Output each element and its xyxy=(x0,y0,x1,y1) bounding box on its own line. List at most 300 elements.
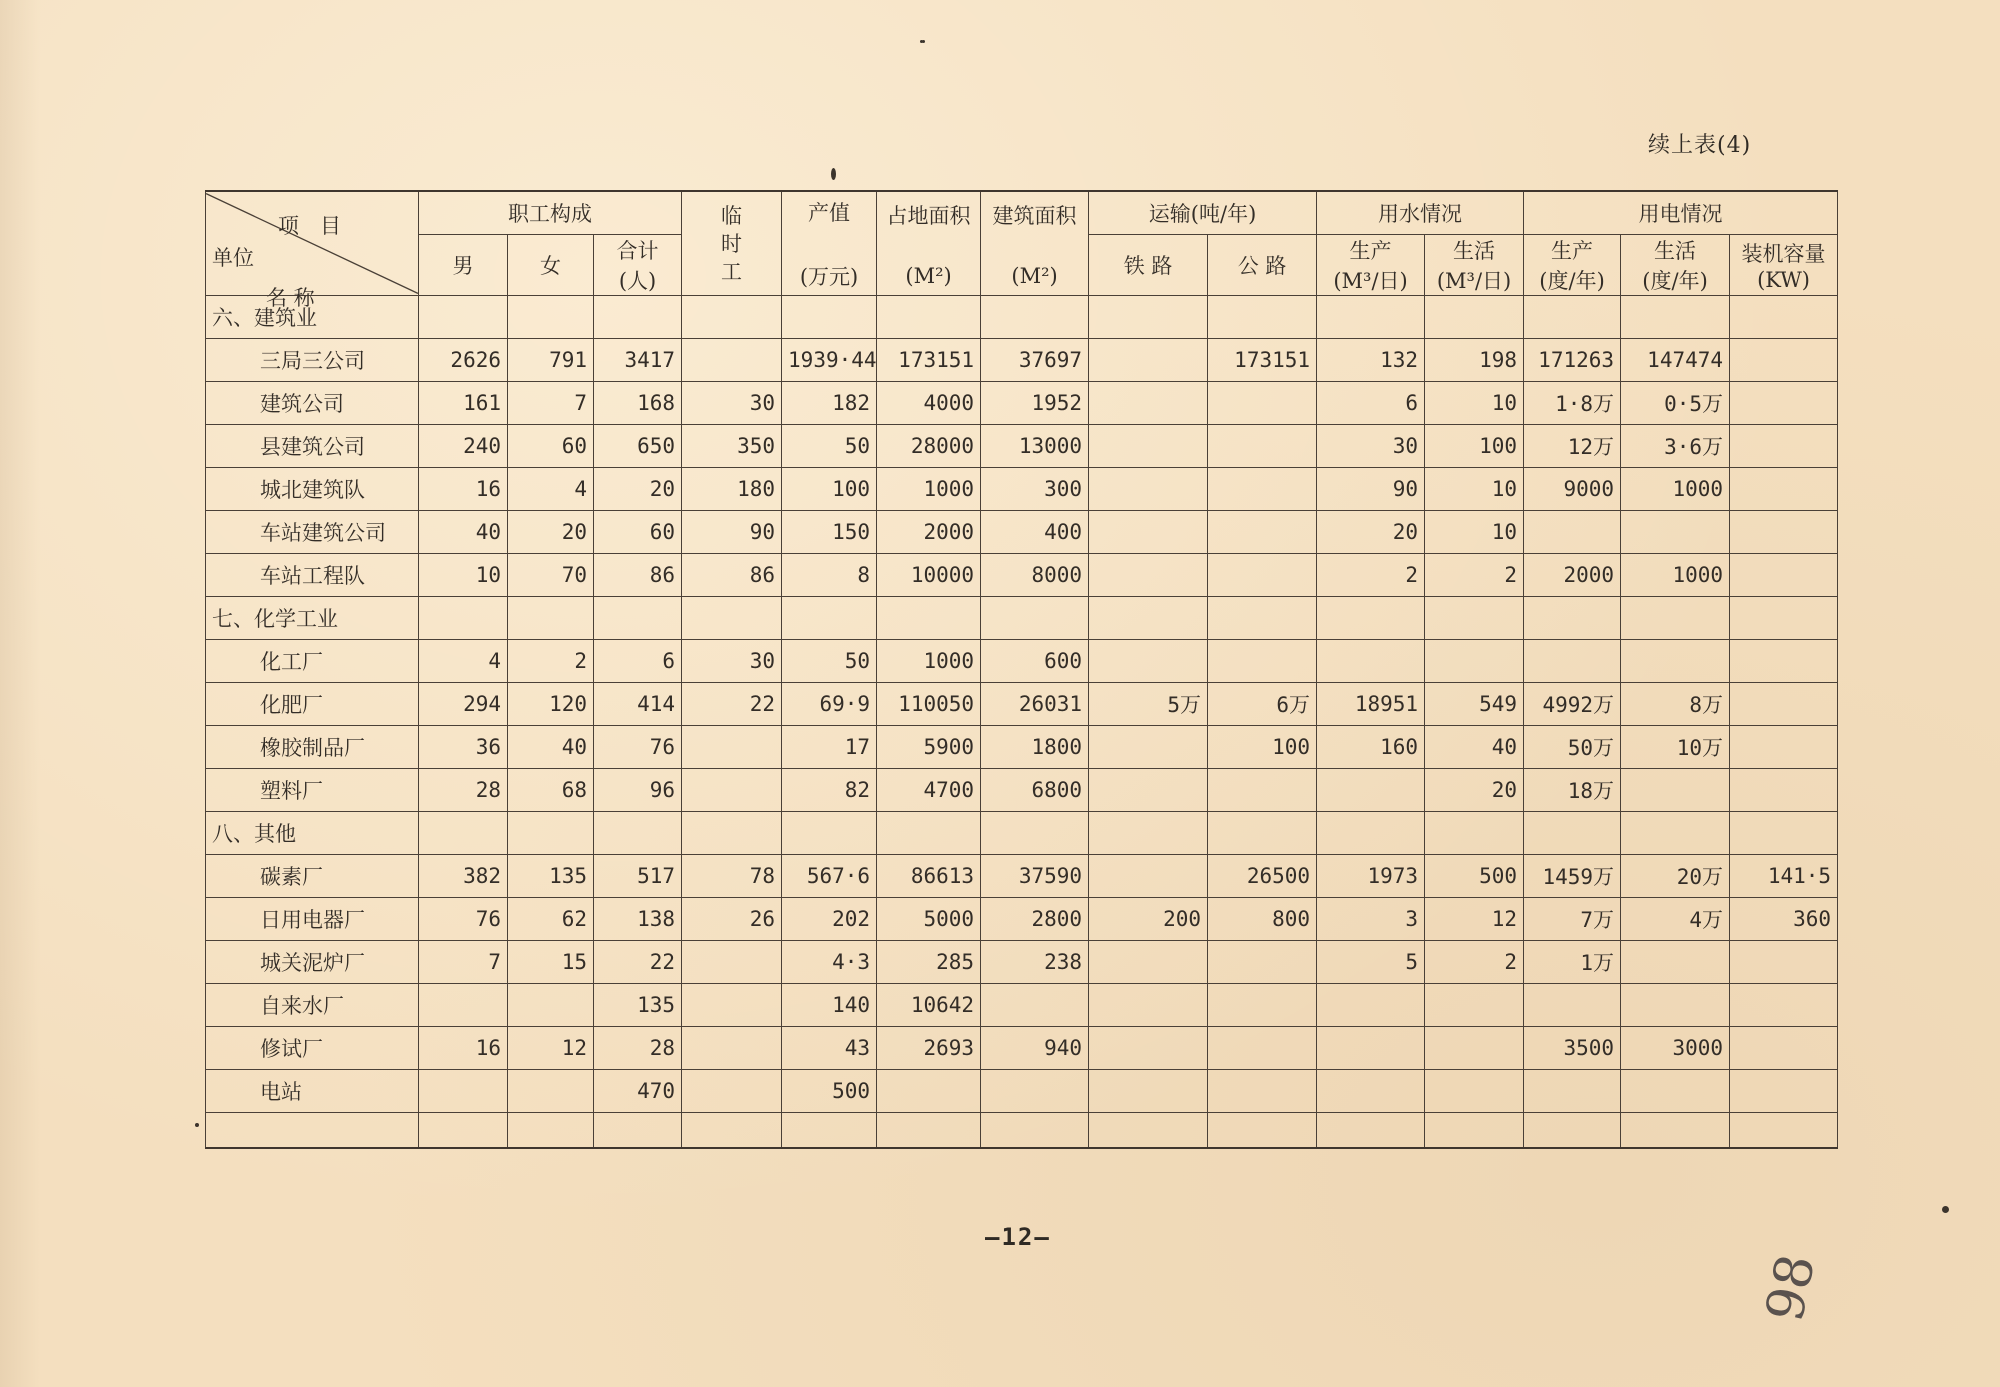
male-cell: 161 xyxy=(419,382,508,425)
water-prod-cell: 30 xyxy=(1317,425,1425,468)
power-life-cell: 10万 xyxy=(1621,726,1730,769)
power-prod-cell xyxy=(1524,1070,1621,1113)
female-cell: 15 xyxy=(508,941,594,984)
highway-cell xyxy=(1208,769,1317,812)
water-prod-cell xyxy=(1317,1070,1425,1113)
empty-cell xyxy=(1524,296,1621,339)
highway-cell: 800 xyxy=(1208,898,1317,941)
water-life-cell: 10 xyxy=(1425,511,1524,554)
temp-worker-cell xyxy=(682,984,782,1027)
railway-cell xyxy=(1089,769,1208,812)
output-cell: 567·6 xyxy=(782,855,877,898)
section-title: 六、建筑业 xyxy=(206,296,419,339)
build-area-cell: 2800 xyxy=(981,898,1089,941)
empty-cell xyxy=(1089,812,1208,855)
female-cell: 62 xyxy=(508,898,594,941)
output-cell: 100 xyxy=(782,468,877,511)
water-life-cell: 40 xyxy=(1425,726,1524,769)
corner-unit-label: 单位 xyxy=(212,246,254,270)
total-cell: 414 xyxy=(594,683,682,726)
highway-cell xyxy=(1208,1027,1317,1070)
table-row xyxy=(206,640,1838,683)
transport-header: 运输(吨/年) xyxy=(1089,191,1317,235)
highway-cell xyxy=(1208,640,1317,683)
power-life-cell: 20万 xyxy=(1621,855,1730,898)
power-life-cell: 0·5万 xyxy=(1621,382,1730,425)
power-life-cell xyxy=(1621,941,1730,984)
power-prod-cell: 1·8万 xyxy=(1524,382,1621,425)
female-cell xyxy=(508,1070,594,1113)
temp-worker-cell xyxy=(682,726,782,769)
build-area-cell: 13000 xyxy=(981,425,1089,468)
railway-cell xyxy=(1089,425,1208,468)
unit-name-cell: 化工厂 xyxy=(206,640,419,683)
water-prod-label: 生产 xyxy=(1349,239,1392,263)
section-title: 八、其他 xyxy=(206,812,419,855)
output-header xyxy=(782,191,877,296)
empty-cell xyxy=(1089,597,1208,640)
capacity-cell xyxy=(1730,339,1838,382)
empty-cell xyxy=(1425,296,1524,339)
power-life-cell xyxy=(1621,1070,1730,1113)
highway-cell xyxy=(1208,984,1317,1027)
empty-cell xyxy=(782,812,877,855)
build-area-cell: 600 xyxy=(981,640,1089,683)
unit-name-cell: 修试厂 xyxy=(206,1027,419,1070)
highway-cell: 26500 xyxy=(1208,855,1317,898)
land-area-cell: 2693 xyxy=(877,1027,981,1070)
railway-header: 铁 路 xyxy=(1089,235,1208,296)
highway-cell xyxy=(1208,425,1317,468)
highway-header: 公 路 xyxy=(1208,235,1317,296)
power-prod-cell: 4992万 xyxy=(1524,683,1621,726)
highway-cell xyxy=(1208,382,1317,425)
build-area-unit: (M²) xyxy=(1011,263,1058,288)
capacity-cell xyxy=(1730,640,1838,683)
female-cell: 7 xyxy=(508,382,594,425)
empty-cell xyxy=(594,1113,682,1149)
land-area-cell: 2000 xyxy=(877,511,981,554)
highway-cell xyxy=(1208,941,1317,984)
water-life-cell: 2 xyxy=(1425,554,1524,597)
temp-worker-cell xyxy=(682,941,782,984)
power-prod-header xyxy=(1524,235,1621,296)
table-row xyxy=(206,898,1838,941)
handwritten-page-number: 98 xyxy=(1754,1249,1828,1327)
power-prod-cell: 18万 xyxy=(1524,769,1621,812)
female-cell: 40 xyxy=(508,726,594,769)
capacity-cell xyxy=(1730,1070,1838,1113)
capacity-cell xyxy=(1730,382,1838,425)
empty-cell xyxy=(682,597,782,640)
total-cell: 22 xyxy=(594,941,682,984)
total-label: 合计 xyxy=(616,239,659,263)
water-prod-cell: 3 xyxy=(1317,898,1425,941)
power-prod-cell: 9000 xyxy=(1524,468,1621,511)
temp-worker-cell: 78 xyxy=(682,855,782,898)
empty-cell xyxy=(1621,812,1730,855)
empty-cell xyxy=(877,812,981,855)
total-cell: 650 xyxy=(594,425,682,468)
empty-cell xyxy=(419,597,508,640)
water-header: 用水情况 xyxy=(1317,191,1524,235)
section-row xyxy=(206,296,1838,339)
power-header: 用电情况 xyxy=(1524,191,1838,235)
railway-cell xyxy=(1089,984,1208,1027)
power-life-cell: 3·6万 xyxy=(1621,425,1730,468)
unit-name-cell: 化肥厂 xyxy=(206,683,419,726)
land-area-cell: 173151 xyxy=(877,339,981,382)
output-label: 产值 xyxy=(808,200,851,225)
empty-cell xyxy=(981,296,1089,339)
table-row xyxy=(206,554,1838,597)
highway-cell: 173151 xyxy=(1208,339,1317,382)
land-area-label: 占地面积 xyxy=(886,203,971,228)
temp-worker-cell xyxy=(682,339,782,382)
power-life-cell: 1000 xyxy=(1621,554,1730,597)
empty-cell xyxy=(1317,1113,1425,1149)
highway-cell xyxy=(1208,554,1317,597)
table-row xyxy=(206,468,1838,511)
water-prod-cell: 5 xyxy=(1317,941,1425,984)
railway-cell xyxy=(1089,554,1208,597)
temp-worker-cell: 90 xyxy=(682,511,782,554)
output-cell: 140 xyxy=(782,984,877,1027)
empty-cell xyxy=(682,296,782,339)
capacity-cell xyxy=(1730,984,1838,1027)
ink-speck xyxy=(831,168,836,180)
output-cell: 50 xyxy=(782,425,877,468)
unit-name-cell: 车站建筑公司 xyxy=(206,511,419,554)
power-prod-cell: 12万 xyxy=(1524,425,1621,468)
land-area-cell: 5000 xyxy=(877,898,981,941)
total-cell: 86 xyxy=(594,554,682,597)
header-row-1 xyxy=(206,191,1838,235)
male-cell: 16 xyxy=(419,468,508,511)
total-cell: 138 xyxy=(594,898,682,941)
water-life-cell xyxy=(1425,1027,1524,1070)
water-life-cell: 100 xyxy=(1425,425,1524,468)
male-cell: 4 xyxy=(419,640,508,683)
page-number: —12— xyxy=(985,1223,1051,1251)
empty-cell xyxy=(1208,1113,1317,1149)
ink-speck xyxy=(195,1123,199,1127)
table-row xyxy=(206,683,1838,726)
water-prod-cell: 20 xyxy=(1317,511,1425,554)
empty-cell xyxy=(782,296,877,339)
female-cell xyxy=(508,984,594,1027)
output-cell: 82 xyxy=(782,769,877,812)
empty-cell xyxy=(594,812,682,855)
highway-cell xyxy=(1208,1070,1317,1113)
power-prod-cell: 1万 xyxy=(1524,941,1621,984)
empty-cell xyxy=(1730,1113,1838,1149)
build-area-cell: 37697 xyxy=(981,339,1089,382)
railway-cell xyxy=(1089,726,1208,769)
power-prod-cell: 3500 xyxy=(1524,1027,1621,1070)
water-prod-cell: 1973 xyxy=(1317,855,1425,898)
total-cell: 20 xyxy=(594,468,682,511)
land-area-cell: 1000 xyxy=(877,640,981,683)
statistics-table xyxy=(205,190,1838,1149)
power-life-unit: (度/年) xyxy=(1642,269,1708,293)
water-life-cell: 198 xyxy=(1425,339,1524,382)
water-life-cell: 2 xyxy=(1425,941,1524,984)
build-area-header xyxy=(981,191,1089,296)
land-area-cell: 110050 xyxy=(877,683,981,726)
temp-worker-cell: 30 xyxy=(682,382,782,425)
female-cell: 70 xyxy=(508,554,594,597)
capacity-cell xyxy=(1730,425,1838,468)
female-header: 女 xyxy=(508,235,594,296)
capacity-unit: (KW) xyxy=(1757,268,1810,292)
empty-cell xyxy=(1524,812,1621,855)
water-life-cell: 12 xyxy=(1425,898,1524,941)
railway-cell xyxy=(1089,339,1208,382)
male-cell: 76 xyxy=(419,898,508,941)
power-life-label: 生活 xyxy=(1654,239,1697,263)
empty-cell xyxy=(1425,812,1524,855)
empty-cell xyxy=(1317,597,1425,640)
build-area-cell: 26031 xyxy=(981,683,1089,726)
power-life-cell: 4万 xyxy=(1621,898,1730,941)
power-life-cell xyxy=(1621,769,1730,812)
blank-row xyxy=(206,1113,1838,1149)
empty-cell xyxy=(981,597,1089,640)
unit-name-cell: 自来水厂 xyxy=(206,984,419,1027)
railway-cell xyxy=(1089,468,1208,511)
empty-cell xyxy=(206,1113,419,1149)
male-cell: 240 xyxy=(419,425,508,468)
temp-worker-cell: 180 xyxy=(682,468,782,511)
male-cell xyxy=(419,1070,508,1113)
temp-worker-cell: 30 xyxy=(682,640,782,683)
empty-cell xyxy=(508,812,594,855)
railway-cell: 5万 xyxy=(1089,683,1208,726)
build-area-cell: 1800 xyxy=(981,726,1089,769)
empty-cell xyxy=(877,1113,981,1149)
output-cell: 43 xyxy=(782,1027,877,1070)
female-cell: 135 xyxy=(508,855,594,898)
staff-header: 职工构成 xyxy=(419,191,682,235)
power-prod-cell: 1459万 xyxy=(1524,855,1621,898)
empty-cell xyxy=(682,1113,782,1149)
empty-cell xyxy=(1621,296,1730,339)
empty-cell xyxy=(1730,812,1838,855)
table-row xyxy=(206,984,1838,1027)
total-cell: 135 xyxy=(594,984,682,1027)
total-cell: 3417 xyxy=(594,339,682,382)
unit-name-cell: 橡胶制品厂 xyxy=(206,726,419,769)
power-prod-cell: 7万 xyxy=(1524,898,1621,941)
railway-cell xyxy=(1089,382,1208,425)
build-area-cell: 940 xyxy=(981,1027,1089,1070)
capacity-header xyxy=(1730,235,1838,296)
power-life-header xyxy=(1621,235,1730,296)
build-area-cell: 300 xyxy=(981,468,1089,511)
table-row xyxy=(206,855,1838,898)
unit-name-cell: 碳素厂 xyxy=(206,855,419,898)
capacity-cell: 360 xyxy=(1730,898,1838,941)
build-area-cell xyxy=(981,984,1089,1027)
capacity-cell xyxy=(1730,726,1838,769)
unit-name-cell: 三局三公司 xyxy=(206,339,419,382)
water-prod-cell xyxy=(1317,1027,1425,1070)
total-cell: 76 xyxy=(594,726,682,769)
male-cell: 7 xyxy=(419,941,508,984)
highway-cell: 100 xyxy=(1208,726,1317,769)
water-life-header xyxy=(1425,235,1524,296)
female-cell: 20 xyxy=(508,511,594,554)
empty-cell xyxy=(1208,597,1317,640)
section-row xyxy=(206,812,1838,855)
unit-name-cell: 城北建筑队 xyxy=(206,468,419,511)
female-cell: 120 xyxy=(508,683,594,726)
temp-worker-cell xyxy=(682,1027,782,1070)
power-prod-cell xyxy=(1524,511,1621,554)
railway-cell xyxy=(1089,511,1208,554)
empty-cell xyxy=(782,597,877,640)
empty-cell xyxy=(1730,296,1838,339)
female-cell: 68 xyxy=(508,769,594,812)
total-header xyxy=(594,235,682,296)
corner-header xyxy=(206,191,419,310)
highway-cell: 6万 xyxy=(1208,683,1317,726)
empty-cell xyxy=(981,812,1089,855)
unit-name-cell: 日用电器厂 xyxy=(206,898,419,941)
water-prod-cell: 160 xyxy=(1317,726,1425,769)
empty-cell xyxy=(1089,1113,1208,1149)
build-area-label: 建筑面积 xyxy=(992,203,1077,228)
ink-speck xyxy=(920,40,923,43)
empty-cell xyxy=(981,1113,1089,1149)
table-row xyxy=(206,339,1838,382)
male-header: 男 xyxy=(419,235,508,296)
male-cell: 40 xyxy=(419,511,508,554)
land-area-cell xyxy=(877,1070,981,1113)
female-cell: 60 xyxy=(508,425,594,468)
male-cell: 10 xyxy=(419,554,508,597)
unit-name-cell: 车站工程队 xyxy=(206,554,419,597)
water-life-cell: 10 xyxy=(1425,468,1524,511)
male-cell: 382 xyxy=(419,855,508,898)
temp-worker-cell: 22 xyxy=(682,683,782,726)
power-prod-cell xyxy=(1524,984,1621,1027)
table-row xyxy=(206,1027,1838,1070)
output-cell: 182 xyxy=(782,382,877,425)
land-area-cell: 10642 xyxy=(877,984,981,1027)
power-life-cell xyxy=(1621,640,1730,683)
output-cell: 500 xyxy=(782,1070,877,1113)
temp-worker-cell: 86 xyxy=(682,554,782,597)
build-area-cell: 8000 xyxy=(981,554,1089,597)
total-cell: 96 xyxy=(594,769,682,812)
temp-worker-cell xyxy=(682,1070,782,1113)
railway-cell xyxy=(1089,640,1208,683)
empty-cell xyxy=(594,296,682,339)
empty-cell xyxy=(508,1113,594,1149)
land-area-header xyxy=(877,191,981,296)
land-area-cell: 4700 xyxy=(877,769,981,812)
capacity-label: 装机容量 xyxy=(1741,242,1826,266)
output-cell: 1939·44 xyxy=(782,339,877,382)
output-cell: 17 xyxy=(782,726,877,769)
highway-cell xyxy=(1208,511,1317,554)
water-life-cell: 10 xyxy=(1425,382,1524,425)
section-row xyxy=(206,597,1838,640)
railway-cell: 200 xyxy=(1089,898,1208,941)
build-area-cell: 1952 xyxy=(981,382,1089,425)
total-cell: 470 xyxy=(594,1070,682,1113)
highway-cell xyxy=(1208,468,1317,511)
empty-cell xyxy=(1317,812,1425,855)
empty-cell xyxy=(1425,597,1524,640)
capacity-cell xyxy=(1730,769,1838,812)
land-area-cell: 10000 xyxy=(877,554,981,597)
empty-cell xyxy=(1317,296,1425,339)
empty-cell xyxy=(1621,597,1730,640)
temp-worker-label: 临时工 xyxy=(721,203,743,284)
capacity-cell xyxy=(1730,511,1838,554)
empty-cell xyxy=(419,1113,508,1149)
empty-cell xyxy=(1621,1113,1730,1149)
empty-cell xyxy=(1524,597,1621,640)
land-area-cell: 86613 xyxy=(877,855,981,898)
build-area-cell: 238 xyxy=(981,941,1089,984)
female-cell: 12 xyxy=(508,1027,594,1070)
unit-name-cell: 城关泥炉厂 xyxy=(206,941,419,984)
temp-worker-cell xyxy=(682,769,782,812)
water-life-cell: 20 xyxy=(1425,769,1524,812)
power-prod-cell: 171263 xyxy=(1524,339,1621,382)
output-cell: 202 xyxy=(782,898,877,941)
empty-cell xyxy=(508,296,594,339)
female-cell: 791 xyxy=(508,339,594,382)
total-cell: 168 xyxy=(594,382,682,425)
water-life-cell: 500 xyxy=(1425,855,1524,898)
output-cell: 150 xyxy=(782,511,877,554)
empty-cell xyxy=(1524,1113,1621,1149)
section-title: 七、化学工业 xyxy=(206,597,419,640)
empty-cell xyxy=(782,1113,877,1149)
total-cell: 28 xyxy=(594,1027,682,1070)
left-edge-shadow xyxy=(0,0,40,1387)
water-prod-header xyxy=(1317,235,1425,296)
build-area-cell: 6800 xyxy=(981,769,1089,812)
land-area-cell: 285 xyxy=(877,941,981,984)
unit-name-cell: 县建筑公司 xyxy=(206,425,419,468)
empty-cell xyxy=(1425,1113,1524,1149)
water-prod-cell: 6 xyxy=(1317,382,1425,425)
unit-name-cell: 塑料厂 xyxy=(206,769,419,812)
continuation-label: 续上表(4) xyxy=(1648,133,1752,158)
male-cell: 36 xyxy=(419,726,508,769)
total-cell: 517 xyxy=(594,855,682,898)
female-cell: 4 xyxy=(508,468,594,511)
power-life-cell: 147474 xyxy=(1621,339,1730,382)
temp-worker-header xyxy=(682,191,782,296)
empty-cell xyxy=(508,597,594,640)
empty-cell xyxy=(594,597,682,640)
table-row xyxy=(206,382,1838,425)
table-row xyxy=(206,941,1838,984)
water-prod-unit: (M³/日) xyxy=(1333,269,1408,293)
empty-cell xyxy=(1208,296,1317,339)
railway-cell xyxy=(1089,1027,1208,1070)
table-row xyxy=(206,1070,1838,1113)
male-cell: 2626 xyxy=(419,339,508,382)
water-life-unit: (M³/日) xyxy=(1436,269,1512,293)
